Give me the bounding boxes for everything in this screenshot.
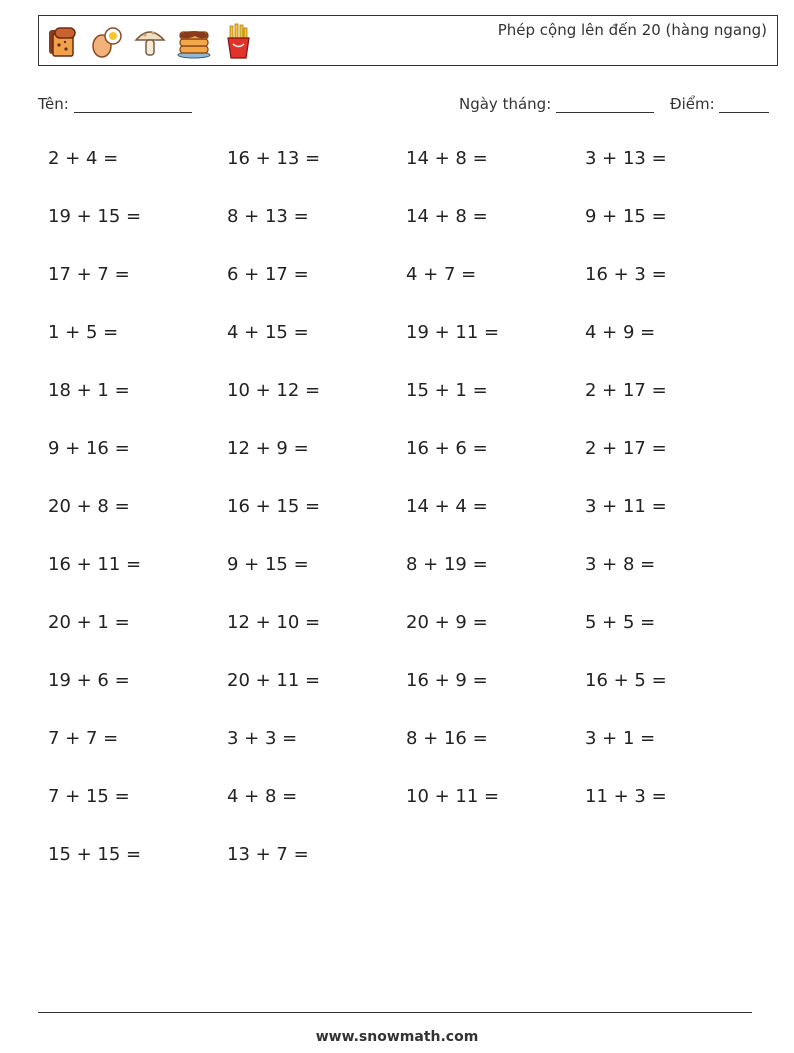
problem-item: 19 + 6 = [48, 670, 130, 691]
pancakes-icon [177, 22, 211, 60]
footer-website: www.snowmath.com [315, 1029, 479, 1045]
problem-item: 9 + 16 = [48, 438, 130, 459]
header-icons [45, 22, 255, 60]
problem-item: 8 + 19 = [406, 554, 488, 575]
problem-item: 10 + 12 = [227, 380, 321, 401]
problem-item: 14 + 8 = [406, 148, 488, 169]
problem-item: 13 + 7 = [227, 844, 309, 865]
date-label: Ngày tháng: [459, 95, 552, 113]
problem-item: 5 + 5 = [585, 612, 656, 633]
problem-item: 8 + 13 = [227, 206, 309, 227]
problem-item: 14 + 4 = [406, 496, 488, 517]
problem-item: 6 + 17 = [227, 264, 309, 285]
problem-item: 7 + 15 = [48, 786, 130, 807]
name-label: Tên: [38, 95, 69, 113]
score-blank[interactable] [719, 96, 769, 113]
problem-item: 12 + 9 = [227, 438, 309, 459]
score-field [670, 95, 769, 113]
problem-item: 9 + 15 = [227, 554, 309, 575]
problem-item: 20 + 1 = [48, 612, 130, 633]
problem-item: 16 + 6 = [406, 438, 488, 459]
date-field [459, 95, 654, 113]
problem-item: 20 + 11 = [227, 670, 321, 691]
problem-item: 3 + 13 = [585, 148, 667, 169]
problem-item: 3 + 1 = [585, 728, 656, 749]
problem-item: 18 + 1 = [48, 380, 130, 401]
worksheet-header [38, 15, 778, 66]
score-label: Điểm: [670, 95, 715, 113]
egg-icon [89, 22, 123, 60]
problem-item: 8 + 16 = [406, 728, 488, 749]
problem-item: 2 + 17 = [585, 438, 667, 459]
footer-divider [38, 1012, 752, 1013]
problem-item: 11 + 3 = [585, 786, 667, 807]
page-title: Phép cộng lên đến 20 (hàng ngang) [497, 21, 767, 39]
name-blank[interactable] [74, 96, 192, 113]
problem-item: 16 + 13 = [227, 148, 321, 169]
problem-item: 15 + 1 = [406, 380, 488, 401]
problem-item: 15 + 15 = [48, 844, 142, 865]
mushroom-icon [133, 22, 167, 60]
problem-item: 14 + 8 = [406, 206, 488, 227]
fries-icon [221, 22, 255, 60]
problem-item: 4 + 15 = [227, 322, 309, 343]
problem-item: 16 + 3 = [585, 264, 667, 285]
problem-item: 16 + 9 = [406, 670, 488, 691]
problem-item: 3 + 11 = [585, 496, 667, 517]
problem-item: 7 + 7 = [48, 728, 119, 749]
problem-item: 10 + 11 = [406, 786, 500, 807]
problem-item: 12 + 10 = [227, 612, 321, 633]
problem-item: 20 + 9 = [406, 612, 488, 633]
problem-item: 16 + 5 = [585, 670, 667, 691]
problem-item: 2 + 4 = [48, 148, 119, 169]
problem-item: 19 + 11 = [406, 322, 500, 343]
problem-item: 3 + 3 = [227, 728, 298, 749]
problem-item: 4 + 7 = [406, 264, 477, 285]
problem-item: 19 + 15 = [48, 206, 142, 227]
problem-item: 16 + 15 = [227, 496, 321, 517]
problem-item: 9 + 15 = [585, 206, 667, 227]
problem-item: 2 + 17 = [585, 380, 667, 401]
bread-icon [45, 22, 79, 60]
problem-item: 3 + 8 = [585, 554, 656, 575]
problem-item: 4 + 9 = [585, 322, 656, 343]
date-blank[interactable] [556, 96, 654, 113]
problem-item: 1 + 5 = [48, 322, 119, 343]
problem-item: 20 + 8 = [48, 496, 130, 517]
problem-item: 16 + 11 = [48, 554, 142, 575]
problem-item: 4 + 8 = [227, 786, 298, 807]
name-field [38, 95, 192, 113]
problem-item: 17 + 7 = [48, 264, 130, 285]
